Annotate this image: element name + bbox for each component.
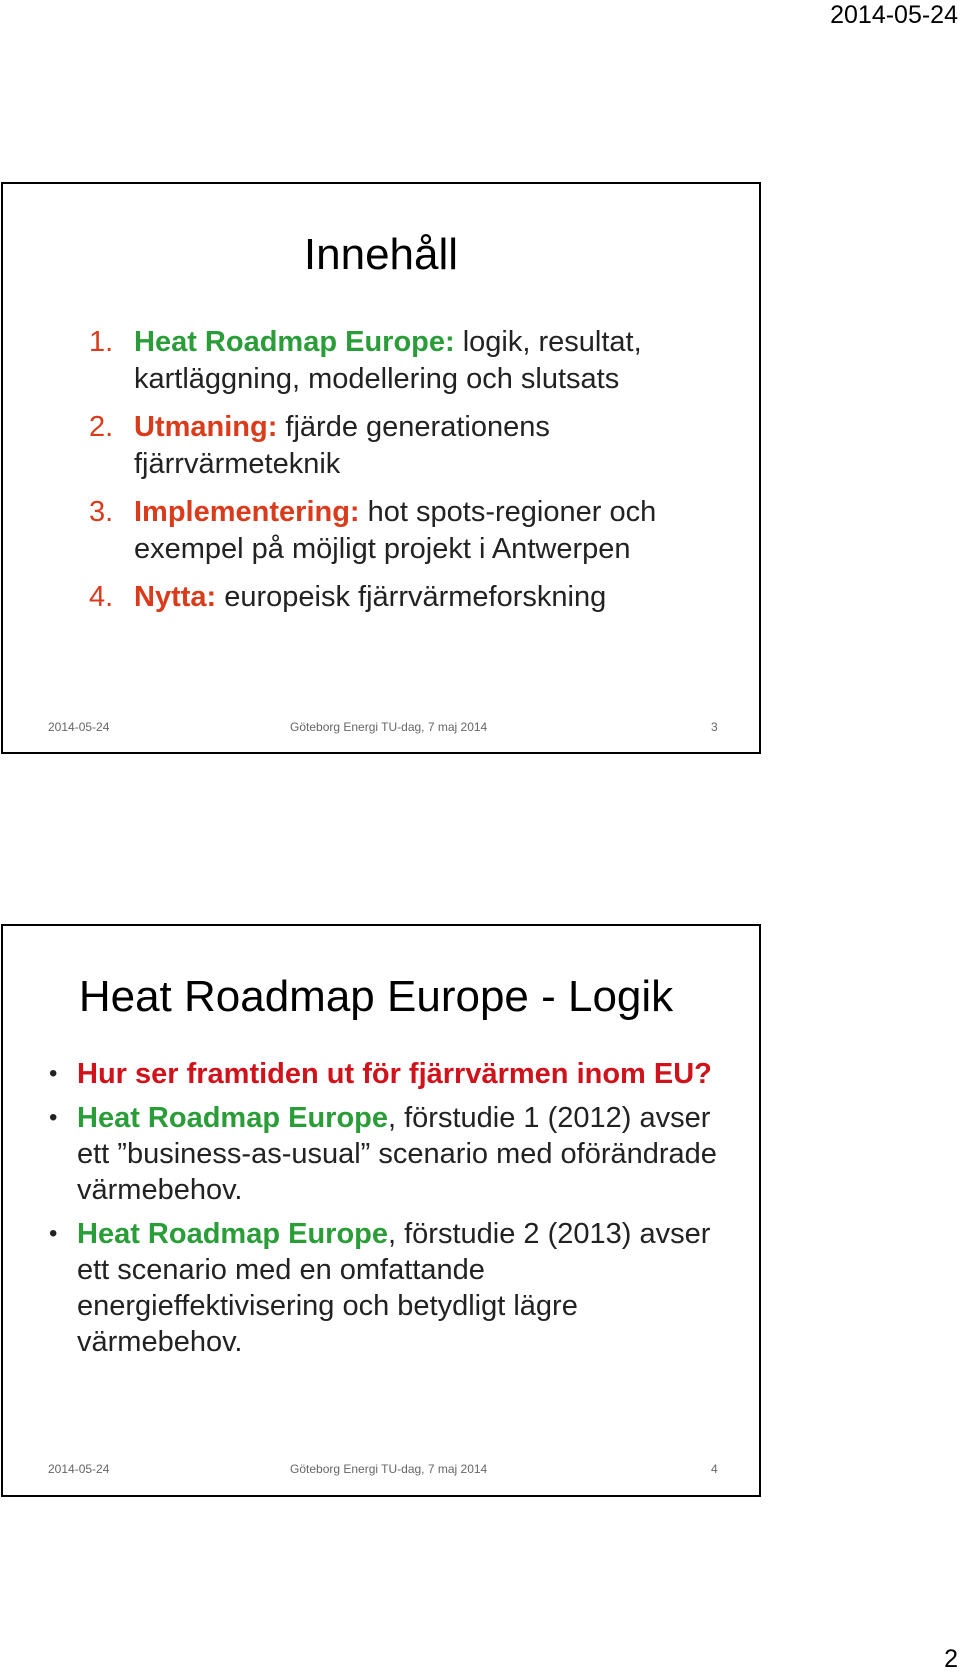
list-item <box>3 1216 723 1360</box>
list-item-key: Nytta: <box>134 581 217 613</box>
footer-date: 2014-05-24 <box>48 1462 110 1476</box>
bullet-icon: • <box>49 1060 58 1087</box>
list-item <box>3 494 723 568</box>
bullet-key: Heat Roadmap Europe <box>77 1218 388 1250</box>
list-number: 3. <box>89 496 114 528</box>
list-item-text: hot spots-regioner och exempel på möjligt projekt i Antwerpen <box>134 496 657 565</box>
list-item <box>3 409 723 483</box>
footer-date: 2014-05-24 <box>48 720 110 734</box>
bullet-key: Heat Roadmap Europe <box>77 1102 388 1134</box>
page-number: 2 <box>944 1645 958 1673</box>
list-item <box>3 1056 723 1092</box>
slide-logik <box>1 924 761 1497</box>
list-number: 4. <box>89 581 114 613</box>
footer-event: Göteborg Energi TU-dag, 7 maj 2014 <box>290 720 488 734</box>
list-item-text: europeisk fjärrvärmeforskning <box>216 581 607 613</box>
list-item-text: logik, resultat, kartläggning, modellering och slutsats <box>134 326 642 395</box>
list-item <box>3 579 723 616</box>
bullet-list <box>3 1056 723 1368</box>
slide-title: Innehåll <box>303 230 459 279</box>
list-item-key: Utmaning: <box>134 411 278 443</box>
list-item-key: Heat Roadmap Europe: <box>134 326 455 358</box>
bullet-text: , förstudie 2 (2013) avser ett scenario med en omfattande energieffektivisering och betydligt lägre värmebehov. <box>77 1218 711 1358</box>
list-number: 1. <box>89 326 114 358</box>
list-number: 2. <box>89 411 114 443</box>
footer-slide-number: 3 <box>711 720 718 734</box>
list-item <box>3 324 723 398</box>
slide-contents <box>1 182 761 754</box>
slide-title: Heat Roadmap Europe - Logik <box>78 972 674 1021</box>
slide-footer <box>3 720 759 738</box>
slide-footer <box>3 1462 759 1480</box>
bullet-text: , förstudie 1 (2012) avser ett ”business-as-usual” scenario med oförändrade värmebehov. <box>77 1102 717 1206</box>
list-item <box>3 1100 723 1208</box>
question-text: Hur ser framtiden ut för fjärrvärmen inom EU? <box>77 1058 712 1090</box>
footer-event: Göteborg Energi TU-dag, 7 maj 2014 <box>290 1462 488 1476</box>
contents-list <box>3 324 723 627</box>
list-item-text: fjärde generationens fjärrvärmeteknik <box>134 411 550 480</box>
bullet-icon: • <box>49 1104 58 1131</box>
page-date: 2014-05-24 <box>830 1 958 29</box>
footer-slide-number: 4 <box>711 1462 718 1476</box>
bullet-icon: • <box>49 1220 58 1247</box>
list-item-key: Implementering: <box>134 496 360 528</box>
